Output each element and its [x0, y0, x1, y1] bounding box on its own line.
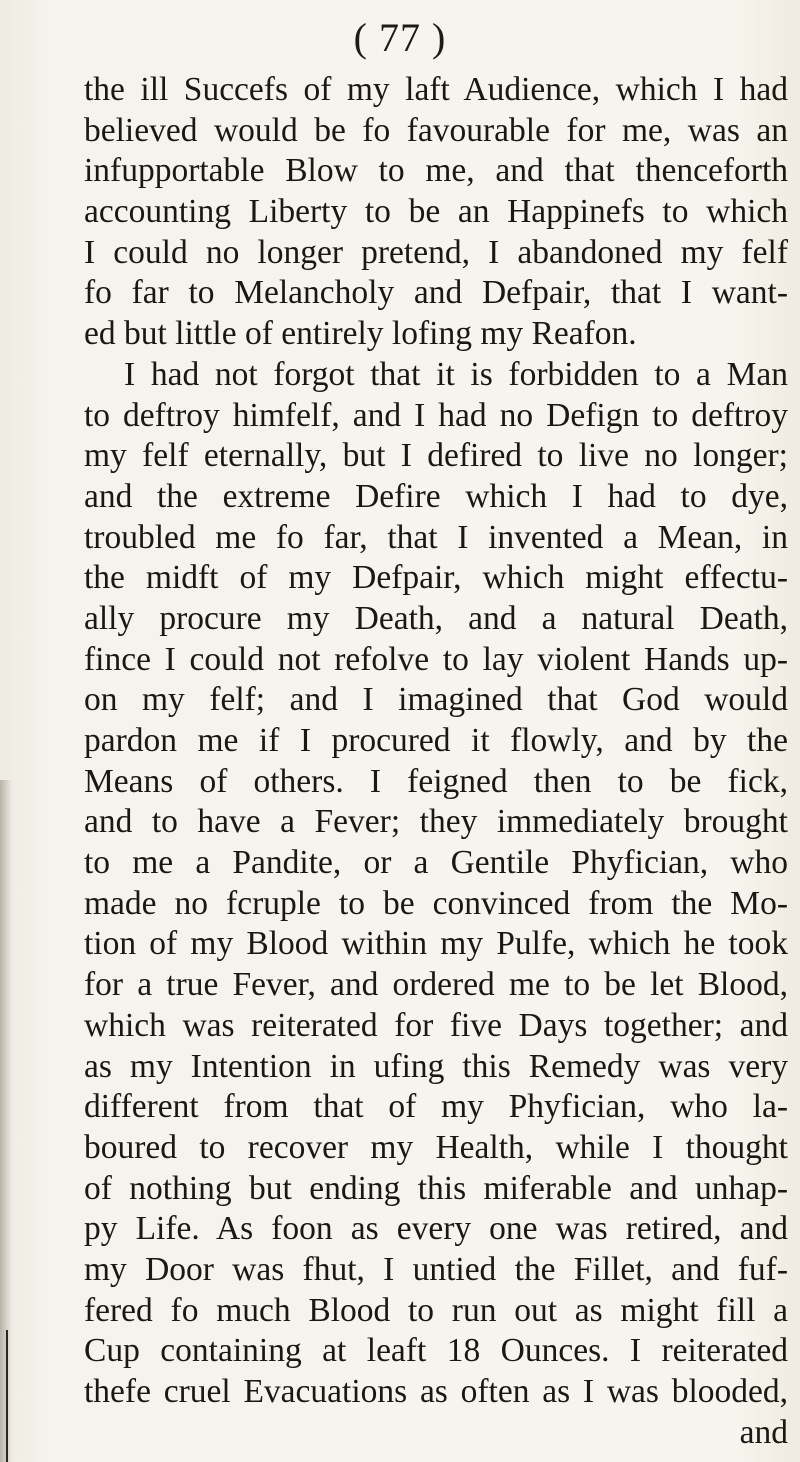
text-line: believed would be fo favourable for me, was an	[84, 111, 788, 149]
text-line: made no fcruple to be convinced from the Mo-	[84, 884, 788, 922]
text-line: for a true Fever, and ordered me to be let Blood,	[84, 966, 788, 1004]
text-line: fered fo much Blood to run out as might fill a	[84, 1291, 788, 1329]
text-line: fo far to Melancholy and Defpair, that I want-	[84, 274, 788, 312]
text-line: the ill Succefs of my laft Audience, which I had	[84, 71, 788, 108]
body-text	[84, 70, 788, 1453]
text-line: ally procure my Death, and a natural Death,	[84, 599, 788, 637]
text-line: Means of others. I feigned then to be fick,	[84, 762, 788, 800]
text-line: of nothing but ending this miferable and unhap-	[84, 1169, 788, 1207]
text-line: to me a Pandite, or a Gentile Phyfician, who	[84, 844, 788, 882]
gutter-edge-line	[6, 1330, 8, 1462]
text-line: and the extreme Defire which I had to dye,	[84, 477, 788, 515]
text-line: accounting Liberty to be an Happinefs to which	[84, 193, 788, 231]
text-lines	[84, 70, 788, 1413]
text-line: and to have a Fever; they immediately brought	[84, 803, 788, 841]
text-line: the midft of my Defpair, which might effectu-	[84, 559, 788, 597]
text-line: thefe cruel Evacuations as often as I was blooded,	[84, 1373, 788, 1410]
text-line: boured to recover my Health, while I thought	[84, 1128, 788, 1166]
text-line: fince I could not refolve to lay violent Hands up-	[84, 640, 788, 678]
text-line: I could no longer pretend, I abandoned my felf	[84, 233, 788, 271]
text-line: my felf eternally, but I defired to live no longer;	[84, 437, 788, 475]
text-line: tion of my Blood within my Pulfe, which he took	[84, 925, 788, 963]
text-line: infupportable Blow to me, and that thenceforth	[84, 152, 788, 190]
text-line: which was reiterated for five Days together; and	[84, 1006, 788, 1044]
text-line: to deftroy himfelf, and I had no Defign to deftroy	[84, 396, 788, 434]
text-line: my Door was fhut, I untied the Fillet, and fuf-	[84, 1250, 788, 1288]
catchword: and	[739, 1413, 788, 1451]
text-line: pardon me if I procured it flowly, and by the	[84, 722, 788, 759]
text-line: troubled me fo far, that I invented a Mean, in	[84, 518, 788, 556]
text-line: ed but little of entirely lofing my Reafon.	[84, 315, 637, 353]
text-line: I had not forgot that it is forbidden to a Man	[124, 355, 788, 393]
text-line: on my felf; and I imagined that God would	[84, 681, 788, 719]
text-line: py Life. As foon as every one was retired, and	[84, 1210, 788, 1248]
page-number: ( 77 )	[353, 15, 447, 60]
text-line: different from that of my Phyfician, who la-	[84, 1088, 788, 1126]
text-line: as my Intention in ufing this Remedy was very	[84, 1047, 788, 1085]
text-line: Cup containing at leaft 18 Ounces. I reiterated	[84, 1332, 788, 1370]
